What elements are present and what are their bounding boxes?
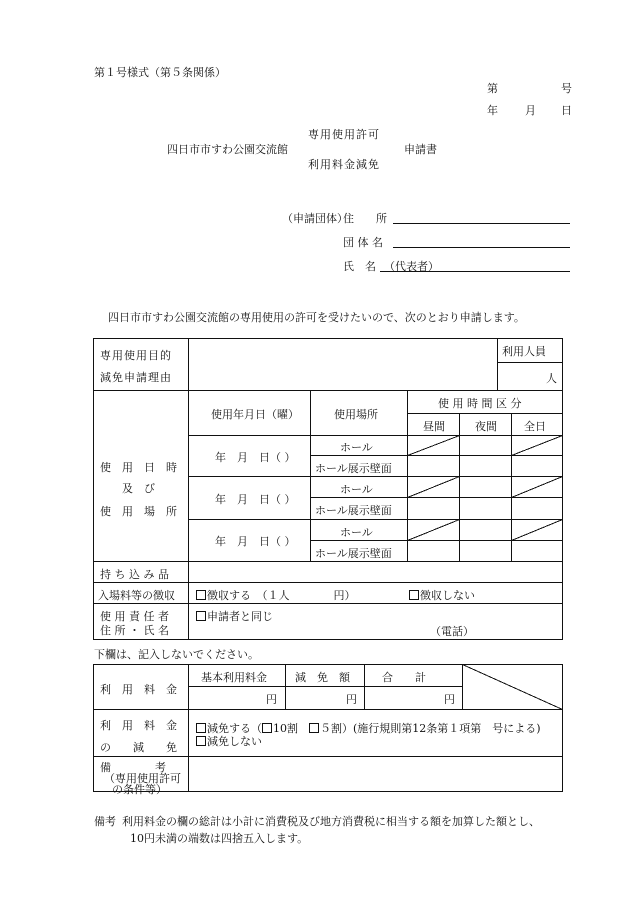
checkbox-icon[interactable] xyxy=(196,723,206,733)
basic-fee-header: 基本利用料金 xyxy=(201,671,267,684)
reduction-label-2: の 減 免 xyxy=(100,741,177,754)
office-fee-label: 利 用 料 金 xyxy=(100,683,177,696)
fee-label: 入場料等の徴収 xyxy=(98,589,175,602)
reduction-yen: 円 xyxy=(346,693,357,706)
reduce-no-text: 減免しない xyxy=(207,735,262,748)
doc-number-prefix: 第 xyxy=(487,82,498,95)
place-hall-2: ホール xyxy=(340,483,373,496)
person-label: 氏 名 xyxy=(343,260,376,273)
col-night: 夜間 xyxy=(475,420,497,433)
reduce-yes-text: 減免する（ xyxy=(207,722,262,735)
remarks-label-2: （専用使用許可 xyxy=(104,772,181,785)
fee-no-option[interactable] xyxy=(409,587,475,603)
users-label: 利用人員 xyxy=(502,345,546,358)
checkbox-icon[interactable] xyxy=(409,590,419,600)
intro-text: 四日市市すわ公園交流館の専用使用の許可を受けたいので、次のとおり申請します。 xyxy=(108,311,525,324)
form-number: 第１号様式（第５条関係） xyxy=(94,66,226,79)
place-wall-2: ホール展示壁面 xyxy=(315,504,392,517)
resp-tel: （電話） xyxy=(430,625,474,638)
checkbox-icon[interactable] xyxy=(196,736,206,746)
checkbox-icon[interactable] xyxy=(262,723,272,733)
col-place: 使用場所 xyxy=(334,408,378,421)
reduction-header: 減 免 額 xyxy=(295,671,350,684)
footer-line-2: 10円未満の端数は四捨五入します。 xyxy=(130,832,309,845)
title-facility: 四日市市すわ公園交流館 xyxy=(167,143,288,156)
reduce-10-text: 10割 xyxy=(273,722,298,735)
col-date: 使用年月日（曜） xyxy=(211,408,299,421)
footer-label: 備考 xyxy=(94,815,116,828)
fee-collect-text: 徴収する （１人 円） xyxy=(207,589,356,602)
office-note: 下欄は、記入しないでください。 xyxy=(94,648,259,661)
date-year: 年 xyxy=(487,104,498,117)
reduction-label-1: 利 用 料 金 xyxy=(100,719,177,732)
fee-no-text: 徴収しない xyxy=(420,589,475,602)
place-wall-3: ホール展示壁面 xyxy=(315,547,392,560)
reduction-reason-label: 減免申請理由 xyxy=(100,371,172,384)
group-label: （申請団体） xyxy=(282,212,348,225)
title-bottom: 利用料金減免 xyxy=(308,158,380,171)
resp-same-option[interactable] xyxy=(196,608,273,624)
resp-label-2: 住 所 ・ 氏 名 xyxy=(100,624,169,637)
person-note: （代表者） xyxy=(384,260,439,273)
place-hall-3: ホール xyxy=(340,526,373,539)
place-wall-1: ホール展示壁面 xyxy=(315,462,392,475)
items-label: 持 ち 込 み 品 xyxy=(100,568,169,581)
fee-collect-option[interactable] xyxy=(196,587,356,603)
datetime-label-2: 及 び xyxy=(122,482,155,495)
footer-line-1: 利用料金の欄の総計は小計に消費税及び地方消費税に相当する額を加算した額とし、 xyxy=(122,815,540,828)
col-all: 全日 xyxy=(524,420,546,433)
purpose-label: 専用使用目的 xyxy=(100,349,172,362)
reduce-no-option[interactable] xyxy=(196,733,262,749)
date-day: 日 xyxy=(561,104,572,117)
datetime-label-3: 使 用 場 所 xyxy=(100,505,177,518)
total-header: 合 計 xyxy=(382,671,426,684)
date-row-2[interactable]: 年 月 日（ ） xyxy=(215,493,296,506)
date-row-3[interactable]: 年 月 日（ ） xyxy=(215,535,296,548)
total-yen: 円 xyxy=(444,693,455,706)
checkbox-icon[interactable] xyxy=(196,611,206,621)
users-unit: 人 xyxy=(546,372,557,385)
resp-same-text: 申請者と同じ xyxy=(207,610,273,623)
doc-number-suffix: 号 xyxy=(561,82,572,95)
title-suffix: 申請書 xyxy=(404,143,437,156)
col-time: 使 用 時 間 区 分 xyxy=(438,397,522,410)
title-top: 専用使用許可 xyxy=(308,128,380,141)
date-month: 月 xyxy=(525,104,536,117)
checkbox-icon[interactable] xyxy=(309,723,319,733)
group-name-label: 団 体 名 xyxy=(343,236,383,249)
basic-yen: 円 xyxy=(266,693,277,706)
datetime-label-1: 使 用 日 時 xyxy=(100,461,177,474)
remarks-label-1: 備 考 xyxy=(100,761,166,774)
address-label: 住 所 xyxy=(343,212,387,225)
resp-label-1: 使 用 責 任 者 xyxy=(100,610,169,623)
remarks-label-3: の条件等） xyxy=(112,783,167,796)
col-day: 昼間 xyxy=(423,420,445,433)
reduce-5-text: ５割）(施行規則第12条第１項第 号による) xyxy=(320,722,541,735)
date-row-1[interactable]: 年 月 日（ ） xyxy=(215,451,296,464)
place-hall-1: ホール xyxy=(340,441,373,454)
checkbox-icon[interactable] xyxy=(196,590,206,600)
